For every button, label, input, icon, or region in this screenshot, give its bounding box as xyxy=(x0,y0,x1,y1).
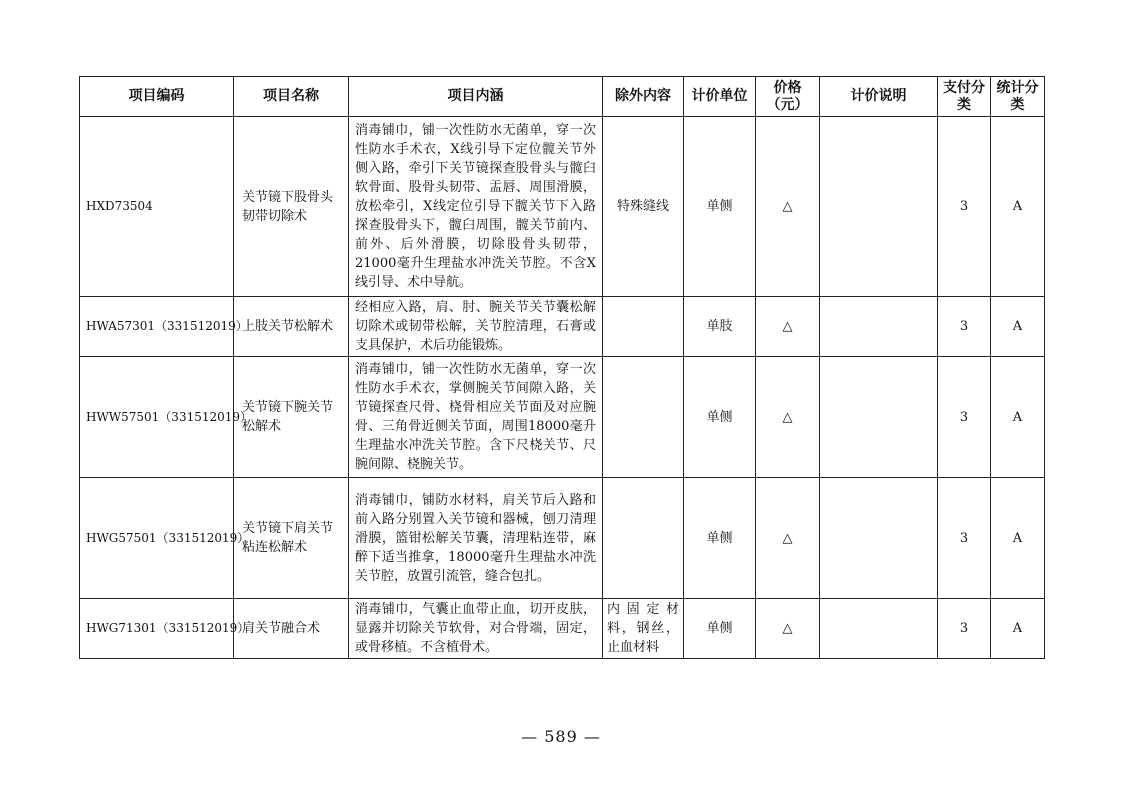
row-payment: 3 xyxy=(938,297,991,357)
table-row xyxy=(80,297,1045,357)
row-unit: 单侧 xyxy=(684,117,756,297)
table-row xyxy=(80,117,1045,297)
table-header-row xyxy=(80,77,1045,117)
row-unit: 单侧 xyxy=(684,357,756,478)
row-exclusion: 特殊缝线 xyxy=(603,117,684,297)
row-exclusion xyxy=(603,297,684,357)
row-note xyxy=(820,599,938,659)
header-code: 项目编码 xyxy=(80,77,234,117)
row-price: △ xyxy=(756,478,820,599)
row-payment: 3 xyxy=(938,599,991,659)
header-stat: 统计分类 xyxy=(991,77,1045,117)
row-name: 关节镜下腕关节松解术 xyxy=(234,357,349,478)
row-code: HXD73504 xyxy=(80,117,234,297)
row-note xyxy=(820,117,938,297)
row-name: 上肢关节松解术 xyxy=(234,297,349,357)
header-exclusion: 除外内容 xyxy=(603,77,684,117)
row-code: HWA57301（331512019） xyxy=(80,297,234,357)
table-row xyxy=(80,478,1045,599)
row-price: △ xyxy=(756,297,820,357)
row-stat: A xyxy=(991,478,1045,599)
row-note xyxy=(820,297,938,357)
row-unit: 单肢 xyxy=(684,297,756,357)
row-name: 关节镜下股骨头韧带切除术 xyxy=(234,117,349,297)
row-price: △ xyxy=(756,599,820,659)
row-exclusion: 内固定材料，钢丝，止血材料 xyxy=(603,599,684,659)
page-number: — 589 — xyxy=(521,727,601,746)
fee-schedule-table xyxy=(79,76,1045,659)
table-row xyxy=(80,599,1045,659)
header-price: 价格（元） xyxy=(756,77,820,117)
header-note: 计价说明 xyxy=(820,77,938,117)
row-note xyxy=(820,357,938,478)
row-exclusion xyxy=(603,357,684,478)
row-name: 关节镜下肩关节粘连松解术 xyxy=(234,478,349,599)
row-exclusion xyxy=(603,478,684,599)
row-stat: A xyxy=(991,599,1045,659)
row-payment: 3 xyxy=(938,478,991,599)
row-stat: A xyxy=(991,297,1045,357)
row-content: 消毒铺巾，气囊止血带止血，切开皮肤，显露并切除关节软骨，对合骨端，固定，或骨移植。不含植骨术。 xyxy=(349,599,603,659)
row-code: HWG57501（331512019） xyxy=(80,478,234,599)
row-content: 经相应入路，肩、肘、腕关节关节囊松解切除术或韧带松解，关节腔清理，石膏或支具保护，术后功能锻炼。 xyxy=(349,297,603,357)
header-unit: 计价单位 xyxy=(684,77,756,117)
row-price: △ xyxy=(756,117,820,297)
header-payment: 支付分类 xyxy=(938,77,991,117)
table-row xyxy=(80,357,1045,478)
row-content: 消毒铺巾，铺防水材料，肩关节后入路和前入路分别置入关节镜和器械，刨刀清理滑膜，篮钳松解关节囊，清理粘连带，麻醉下适当推拿，18000毫升生理盐水冲洗关节腔，放置引流管，缝合包扎。 xyxy=(349,478,603,599)
row-unit: 单侧 xyxy=(684,599,756,659)
row-payment: 3 xyxy=(938,117,991,297)
header-name: 项目名称 xyxy=(234,77,349,117)
row-note xyxy=(820,478,938,599)
header-content: 项目内涵 xyxy=(349,77,603,117)
row-price: △ xyxy=(756,357,820,478)
row-stat: A xyxy=(991,357,1045,478)
row-stat: A xyxy=(991,117,1045,297)
row-unit: 单侧 xyxy=(684,478,756,599)
row-content: 消毒铺巾，铺一次性防水无菌单，穿一次性防水手术衣，X线引导下定位髋关节外侧入路，牵引下关节镜探查股骨头与髋臼软骨面、股骨头韧带、盂唇、周围滑膜，放松牵引，X线定位引导下髋关节下入路探查股骨头下，髋臼周围，髋关节前内、前外、后外滑膜，切除股骨头韧带，21000毫升生理盐水冲洗关节腔。不含X线引导、术中导航。 xyxy=(349,117,603,297)
row-code: HWG71301（331512019） xyxy=(80,599,234,659)
row-payment: 3 xyxy=(938,357,991,478)
row-name: 肩关节融合术 xyxy=(234,599,349,659)
row-code: HWW57501（331512019） xyxy=(80,357,234,478)
row-content: 消毒铺巾，铺一次性防水无菌单，穿一次性防水手术衣，掌侧腕关节间隙入路，关节镜探查尺骨、桡骨相应关节面及对应腕骨、三角骨近侧关节面，周围18000毫升生理盐水冲洗关节腔。含下尺桡关节、尺腕间隙、桡腕关节。 xyxy=(349,357,603,478)
